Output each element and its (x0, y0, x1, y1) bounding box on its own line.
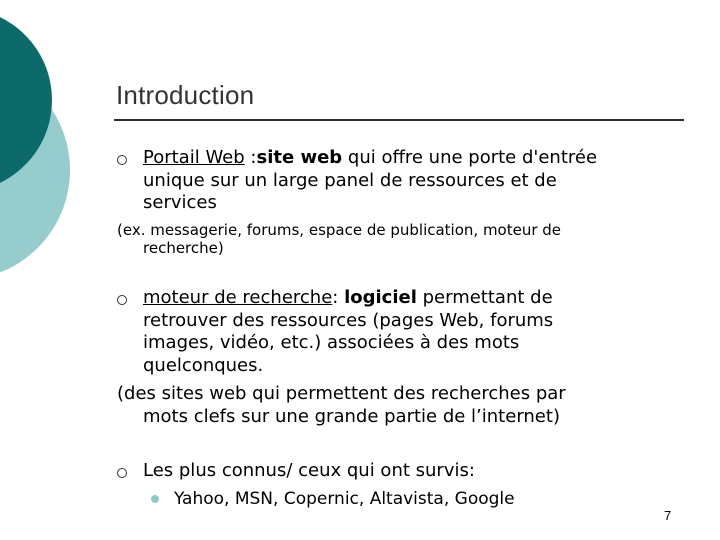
circle-bullet-icon (117, 155, 127, 165)
bullet-line: unique sur un large panel de ressources et de (143, 169, 557, 191)
bullet-line: quelconques. (143, 354, 264, 376)
decorative-circles (0, 0, 120, 300)
sub-bullet-text: Yahoo, MSN, Copernic, Altavista, Google (174, 489, 515, 509)
note-line: recherche) (143, 239, 224, 257)
sub-bullet-icon (151, 495, 159, 503)
bold-site-web: site web (256, 147, 343, 168)
bullet-line: images, vidéo, etc.) associées à des mots (143, 332, 520, 353)
bullet-line: moteur de recherche: logiciel permettant de (143, 287, 553, 308)
circle-bullet-icon (117, 295, 127, 305)
note-line: (ex. messagerie, forums, espace de publication, moteur de (117, 221, 562, 239)
bullet-line: retrouver des ressources (pages Web, forums (143, 309, 554, 331)
title-rule (114, 119, 684, 121)
bullet-line: Portail Web :site web qui offre une porte d'entrée (143, 147, 598, 168)
term-moteur-de-recherche: moteur de recherche (143, 287, 333, 308)
note-line: (des sites web qui permettent des recherches par (117, 383, 566, 404)
note-line: mots clefs sur une grande partie de l’internet) (143, 405, 560, 427)
slide-title: Introduction (116, 80, 255, 110)
term-portail-web: Portail Web (143, 147, 245, 168)
circle-bullet-icon (117, 468, 127, 478)
bullet-line: services (143, 192, 217, 213)
bullet-line: Les plus connus/ ceux qui ont survis: (143, 460, 475, 481)
page-number: 7 (664, 508, 672, 523)
bold-logiciel: logiciel (344, 287, 417, 308)
